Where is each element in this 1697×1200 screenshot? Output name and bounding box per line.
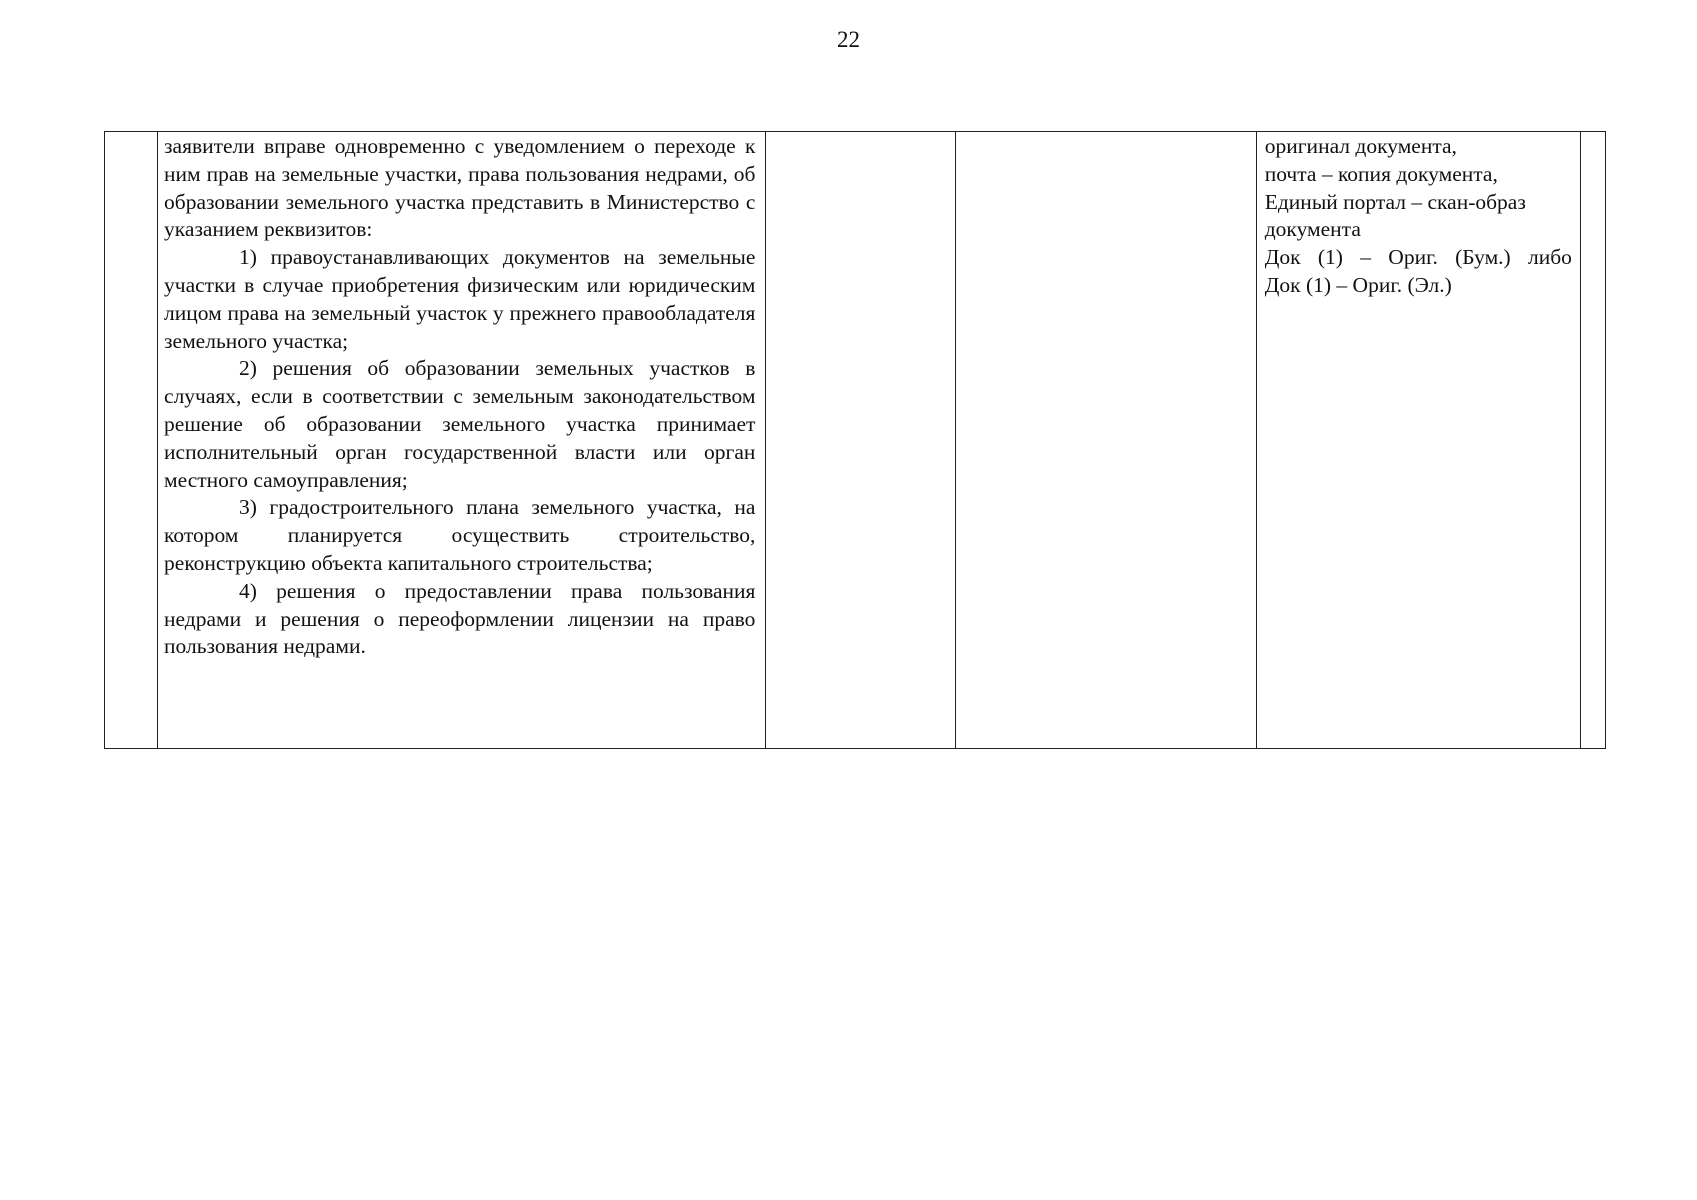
requirement-item-4: 4) решения о предоставлении права пользования недрами и решения о переоформлении лицензии на право пользования недрами. — [164, 578, 756, 659]
page-number: 22 — [837, 27, 860, 52]
number-cell — [105, 132, 158, 749]
method-line-5: Док (1) – Ориг. (Бум.) либо — [1264, 245, 1572, 270]
empty-cell — [1580, 132, 1605, 749]
method-line-2: почта – копия документа, — [1264, 161, 1498, 186]
requirement-item-2: 2) решения об образовании земельных участков в случаях, если в соответствии с земельным законодательством решение об образовании земельного участка принимает исполнительный орган государственной власти или орган местного самоуправления; — [164, 356, 756, 492]
requirement-item-3: 3) градостроительного плана земельного участка, на котором планируется осуществить строительство, реконструкцию объекта капитального строительства; — [164, 495, 756, 575]
requirements-cell — [158, 132, 766, 749]
method-line-4: документа — [1264, 217, 1361, 242]
method-line-1: оригинал документа, — [1264, 134, 1457, 158]
requirements-table — [104, 131, 1606, 749]
requirements-intro: заявители вправе одновременно с уведомлением о переходе к ним прав на земельные участки, права пользования недрами, об образовании земельного участка представить в Министерство с указанием реквизитов: — [164, 134, 756, 242]
method-line-3: Единый портал – скан-образ — [1264, 189, 1526, 214]
table-row — [105, 132, 1606, 749]
submission-method-cell — [1256, 132, 1580, 749]
empty-cell — [955, 132, 1256, 749]
requirement-item-1: 1) правоустанавливающих документов на земельные участки в случае приобретения физическим или юридическим лицом права на земельный участок у прежнего правообладателя земельного участка; — [164, 245, 756, 353]
empty-cell — [766, 132, 955, 749]
method-line-6: Док (1) – Ориг. (Эл.) — [1264, 272, 1452, 297]
